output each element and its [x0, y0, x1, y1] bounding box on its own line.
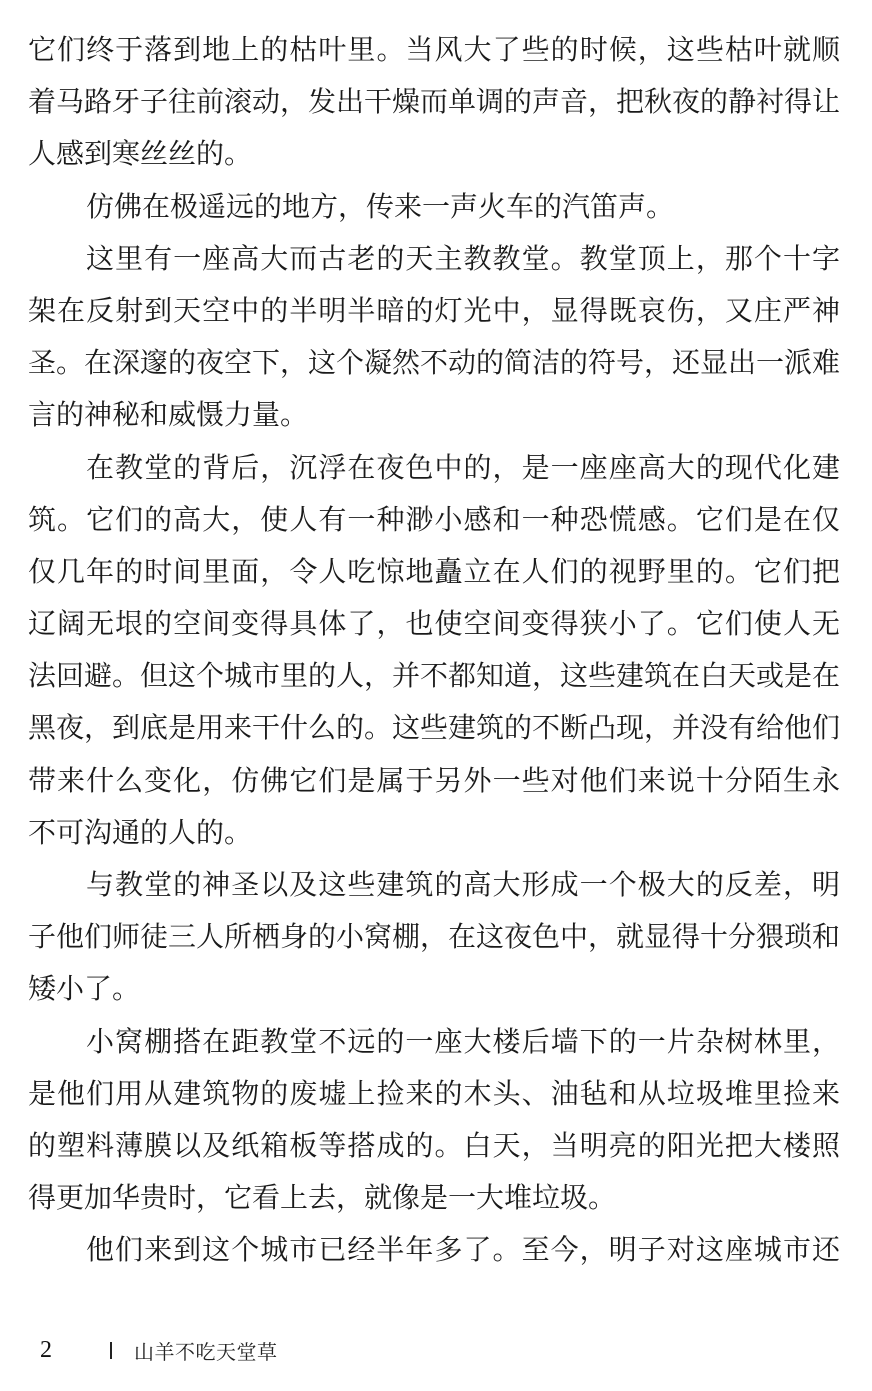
text-line: 它们终于落到地上的枯叶里。当风大了些的时候，这些枯叶就顺: [28, 33, 840, 66]
text-line: 言的神秘和威慑力量。: [28, 398, 309, 432]
text-line: 不可沟通的人的。: [28, 815, 253, 849]
text-line: 得更加华贵时，它看上去，就像是一大堆垃圾。: [28, 1181, 617, 1215]
text-line: 着马路牙子往前滚动，发出干燥而单调的声音，把秋夜的静衬得让: [28, 85, 841, 119]
text-line: 的塑料薄膜以及纸箱板等搭成的。白天，当明亮的阳光把大楼照: [28, 1128, 840, 1162]
text-line: 是他们用从建筑物的废墟上捡来的木头、油毡和从垃圾堆里捡来: [28, 1076, 840, 1110]
text-line: 辽阔无垠的空间变得具体了，也使空间变得狭小了。它们使人无: [28, 607, 840, 641]
text-line: 仅几年的时间里面，令人吃惊地矗立在人们的视野里的。它们把: [28, 554, 840, 588]
paragraph-first-line: 他们来到这个城市已经半年多了。至今，明子对这座城市还: [86, 1233, 840, 1267]
footer-divider: [110, 1342, 112, 1359]
text-line: 人感到寒丝丝的。: [28, 137, 253, 171]
text-line: 筑。它们的高大，使人有一种渺小感和一种恐慌感。它们是在仅: [28, 502, 840, 536]
text-line: 法回避。但这个城市里的人，并不都知道，这些建筑在白天或是在: [28, 659, 841, 693]
paragraph-first-line: 与教堂的神圣以及这些建筑的高大形成一个极大的反差，明: [86, 868, 840, 901]
paragraph-first-line: 在教堂的背后，沉浮在夜色中的，是一座座高大的现代化建: [86, 450, 840, 484]
text-line: 圣。在深邃的夜空下，这个凝然不动的简洁的符号，还显出一派难: [28, 346, 841, 380]
text-line: 黑夜，到底是用来干什么的。这些建筑的不断凸现，并没有给他们: [28, 711, 841, 745]
page-number: 2: [40, 1336, 52, 1363]
paragraph-first-line: 小窝棚搭在距教堂不远的一座大楼后墙下的一片杂树林里，: [86, 1024, 840, 1058]
page-body-text: [28, 24, 840, 1277]
page-footer: [40, 1332, 278, 1368]
paragraph-first-line: 这里有一座高大而古老的天主教教堂。教堂顶上，那个十字: [86, 241, 840, 275]
running-title: 山羊不吃天堂草: [134, 1339, 278, 1364]
text-line: 矮小了。: [28, 972, 141, 1006]
paragraph-first-line: 仿佛在极遥远的地方，传来一声火车的汽笛声。: [86, 189, 675, 223]
text-line: 子他们师徒三人所栖身的小窝棚，在这夜色中，就显得十分猥琐和: [28, 920, 841, 954]
text-line: 架在反射到天空中的半明半暗的灯光中，显得既哀伤，又庄严神: [28, 293, 840, 327]
text-line: 带来什么变化，仿佛它们是属于另外一些对他们来说十分陌生永: [28, 763, 840, 797]
